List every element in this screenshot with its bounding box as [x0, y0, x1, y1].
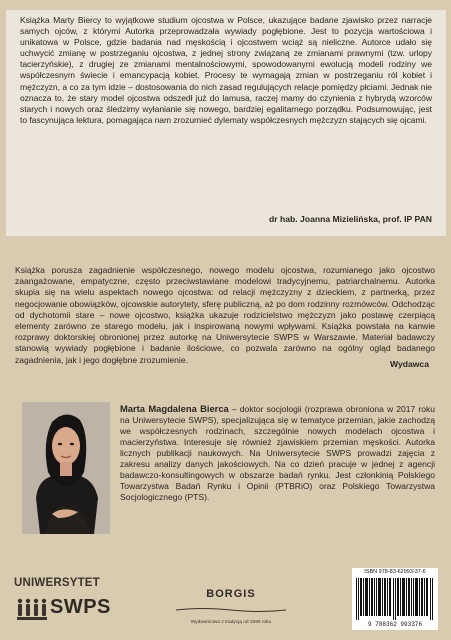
publisher-label: Wydawca [389, 359, 429, 369]
borgis-name: BORGIS [206, 588, 256, 600]
author-bio [120, 403, 435, 503]
borgis-tagline: Wydawnictwo z tradycją od 1990 roku [190, 620, 272, 625]
review-signature: dr hab. Joanna Mizielińska, prof. IP PAN [269, 214, 432, 224]
barcode-digits: 9 788362 993376 [367, 621, 422, 628]
review-box [6, 10, 446, 236]
review-text: Książka Marty Biercy to wyjątkowe studium ojcostwa w Polsce, ukazujące badane zjawisko przez narracje samych ojców, z którymi Autorka przeprowadzała wywiady pogłębione. Jest to pozycja wartościowa i unikatowa w Polsce, gdzie badania nad męskością i ojcostwem wciąż są nieliczne. Autorce udało się uchwycić zmianę w postrzeganiu ojcostwa, z jednej strony związaną ze zmianami prawnymi (tzw. urlopy tacierzyńskie), z drugiej ze zmianami mentalnościowymi, spowodowanymi ewolucją modeli rodziny we współczesnym świecie i emancypacją kobiet. Procesy te wymagają zmian w postrzeganiu ról kobiet i mężczyzn, a co za tym idzie – dostosowania do nich zasad regulujących relacje pomiędzy płciami. Jednak nie oznacza to, że stary model ojcostwa odszedł już do lamusa, raczej mamy do czynienia z hybrydą wzorców starych i nowych oraz śledzimy wyłanianie się nowego, bardziej egalitarnego porządku. Podsumowując, jest to fascynująca lektura, pomagająca nam zrozumieć dylematy współczesnych mężczyzn stających się ojcami. [20, 15, 432, 125]
swps-logo-bottom: SWPS [50, 596, 111, 618]
borgis-wave-icon [172, 607, 290, 613]
barcode [352, 568, 438, 630]
borgis-logo [172, 588, 290, 625]
author-photo [22, 402, 110, 534]
swps-logo-top: UNIWERSYTET [14, 577, 100, 589]
swps-figures-icon [16, 597, 48, 623]
isbn-label: ISBN 978-83-62993-37-6 [364, 569, 426, 575]
barcode-bars-icon [356, 578, 434, 620]
author-bio-text: – doktor socjologii (rozprawa obroniona w 2017 roku na Uniwersytecie SWPS), specjalizująca się w tematyce przemian, jakie zachodzą we współczesnych rodzinach, szczególnie nowych modelach ojcostwa i macierzyństwa. Interesuje się również zjawiskiem przemian męskości. Autorka licznych publikacji naukowych. Na Uniwersytecie SWPS prowadzi zajęcia z zakresu analizy danych jakościowych. Na co dzień pracuje w jednej z agencji badawczo-konsultingowych w obszarze badań rynku. Jest członkinią Polskiego Towarzystwa Badań Rynku i Opinii (PTBRiO) oraz Polskiego Towarzystwa Socjologicznego (PTS). [120, 404, 435, 503]
author-portrait-illustration [22, 402, 110, 534]
author-name: Marta Magdalena Bierca [120, 403, 229, 414]
swps-logo [14, 577, 124, 637]
book-description: Książka porusza zagadnienie współczesnego, nowego modelu ojcostwa, rozumianego jako ojcostwo zaangażowane, empatyczne, często przeciwstawiane modelowi tradycyjnemu, patriarchalnemu. Autorka skupia się na wielu aspektach nowego ojcostwa: od relacji mężczyzny z dzieckiem, z partnerką, przez negocjowanie obowiązków, ojcowskie autorytety, sferę publiczną, aż po dom rodzinny rozmówców. Odchodząc od dychotomii stare – nowe ojcostwo, książka ukazuje rodzicielstwo mężczyzn jako postawę czerpiącą elementy zarówno ze starego modelu, jak i inspirowaną nowymi wpływami. Książka powstała na kanwie rozprawy doktorskiej obronionej przez autorkę na Uniwersytecie SWPS w Warszawie. Materiał badawczy stanowią wywiady pogłębione i badanie ilościowe, co pozwala zarówno na ogólny ogląd badanego zagadnienia, jak i jego dogłębne zrozumienie. [15, 265, 435, 365]
